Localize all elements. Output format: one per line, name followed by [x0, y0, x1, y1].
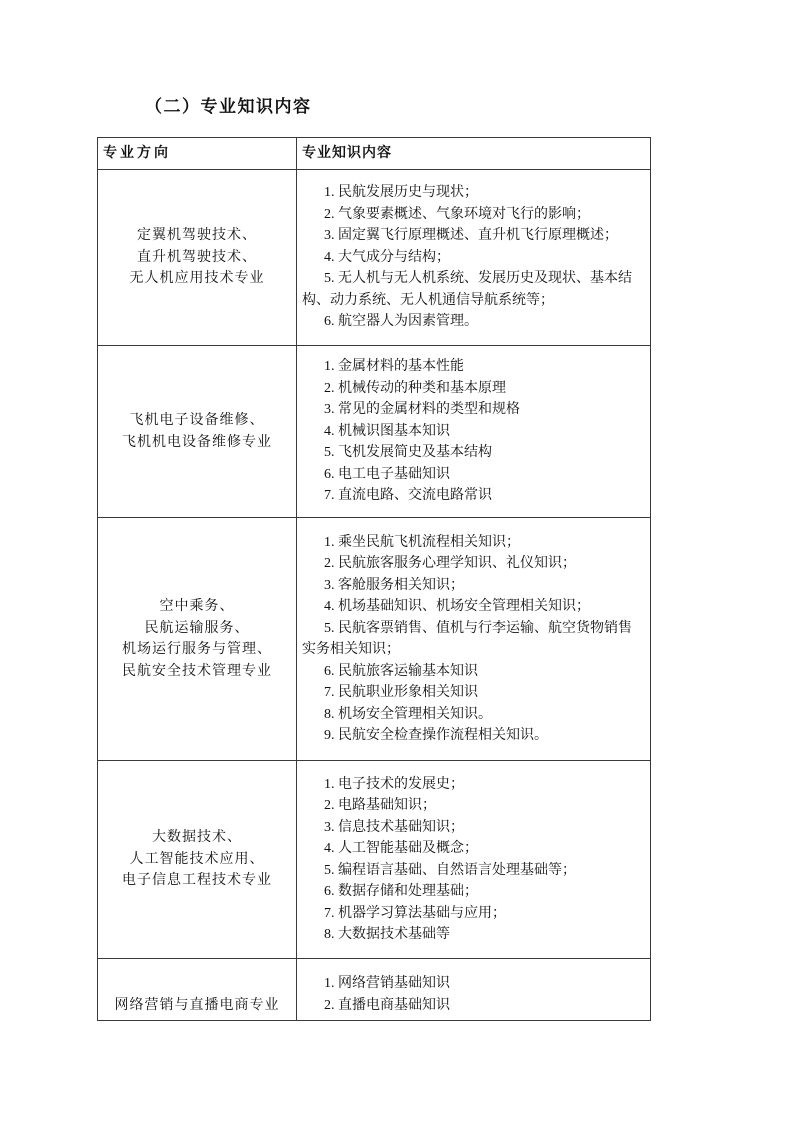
knowledge-item: 7. 机器学习算法基础与应用； — [324, 905, 506, 921]
direction-line: 定翼机驾驶技术、 — [137, 228, 257, 244]
knowledge-item: 2. 机械传动的种类和基本原理 — [324, 380, 506, 396]
knowledge-item: 3. 客舱服务相关知识； — [324, 577, 464, 593]
knowledge-item: 5. 飞机发展简史及基本结构 — [324, 445, 492, 461]
knowledge-item: 1. 网络营销基础知识 — [324, 976, 450, 991]
knowledge-item: 6. 数据存储和处理基础； — [324, 884, 478, 899]
knowledge-item: 5. 无人机与无人机系统、发展历史及现状、基本结构、动力系统、无人机通信导航系统等； — [302, 271, 632, 308]
content-cell — [297, 346, 651, 518]
knowledge-item: 4. 机场基础知识、机场安全管理相关知识； — [324, 599, 590, 614]
direction-line: 机场运行服务与管理、 — [122, 642, 272, 657]
knowledge-item: 2. 气象要素概述、气象环境对飞行的影响； — [324, 206, 590, 222]
knowledge-item: 6. 航空器人为因素管理。 — [324, 314, 478, 330]
direction-cell — [98, 170, 297, 346]
knowledge-item: 6. 民航旅客运输基本知识 — [324, 663, 478, 679]
knowledge-item: 7. 民航职业形象相关知识 — [324, 685, 478, 700]
knowledge-item: 2. 直播电商基础知识 — [324, 997, 450, 1013]
direction-line: 民航运输服务、 — [144, 620, 250, 636]
knowledge-item: 1. 乘坐民航飞机流程相关知识； — [324, 534, 520, 550]
direction-line: 网络营销与直播电商专业 — [114, 997, 280, 1013]
knowledge-item: 1. 金属材料的基本性能 — [324, 359, 464, 375]
knowledge-item: 2. 民航旅客服务心理学知识、礼仪知识； — [324, 556, 576, 571]
direction-cell — [98, 959, 297, 1021]
knowledge-item: 8. 大数据技术基础等 — [324, 927, 450, 942]
knowledge-table — [97, 137, 651, 1021]
knowledge-item: 5. 民航客票销售、值机与行李运输、航空货物销售实务相关知识； — [302, 620, 632, 657]
direction-line: 飞机机电设备维修专业 — [122, 434, 272, 450]
knowledge-item: 7. 直流电路、交流电路常识 — [324, 488, 492, 504]
table-row — [98, 959, 651, 1021]
knowledge-item: 5. 编程语言基础、自然语言处理基础等； — [324, 862, 576, 878]
direction-cell — [98, 518, 297, 761]
knowledge-item: 8. 机场安全管理相关知识。 — [324, 706, 492, 722]
table-row — [98, 346, 651, 518]
content-cell — [297, 959, 651, 1021]
direction-line: 空中乘务、 — [159, 599, 235, 614]
direction-line: 无人机应用技术专业 — [129, 271, 265, 287]
knowledge-item: 3. 信息技术基础知识； — [324, 819, 464, 835]
table-row — [98, 170, 651, 346]
column-header-content: 专业知识内容 — [297, 138, 651, 170]
table-row — [98, 761, 651, 959]
direction-line: 大数据技术、 — [152, 830, 242, 846]
direction-line: 飞机电子设备维修、 — [129, 413, 265, 428]
knowledge-item: 6. 电工电子基础知识 — [324, 466, 450, 482]
direction-line: 电子信息工程技术专业 — [122, 873, 272, 889]
knowledge-item: 9. 民航安全检查操作流程相关知识。 — [324, 728, 548, 743]
knowledge-item: 4. 人工智能基础及概念； — [324, 841, 478, 856]
direction-cell — [98, 761, 297, 959]
knowledge-item: 2. 电路基础知识； — [324, 798, 436, 813]
column-header-direction: 专业方向 — [98, 138, 297, 170]
knowledge-item: 4. 大气成分与结构； — [324, 249, 450, 265]
direction-cell — [98, 346, 297, 518]
content-cell — [297, 170, 651, 346]
knowledge-item: 4. 机械识图基本知识 — [324, 423, 450, 439]
knowledge-item: 3. 固定翼飞行原理概述、直升机飞行原理概述； — [324, 228, 618, 244]
knowledge-item: 1. 民航发展历史与现状； — [324, 185, 478, 201]
direction-line: 民航安全技术管理专业 — [122, 663, 272, 679]
direction-line: 人工智能技术应用、 — [129, 851, 265, 867]
table-row — [98, 518, 651, 761]
content-cell — [297, 761, 651, 959]
table-header-row — [98, 138, 651, 170]
knowledge-item: 1. 电子技术的发展史； — [324, 776, 464, 792]
direction-line: 直升机驾驶技术、 — [137, 249, 257, 265]
knowledge-item: 3. 常见的金属材料的类型和规格 — [324, 402, 520, 418]
content-cell — [297, 518, 651, 761]
section-title: （二）专业知识内容 — [145, 97, 312, 116]
